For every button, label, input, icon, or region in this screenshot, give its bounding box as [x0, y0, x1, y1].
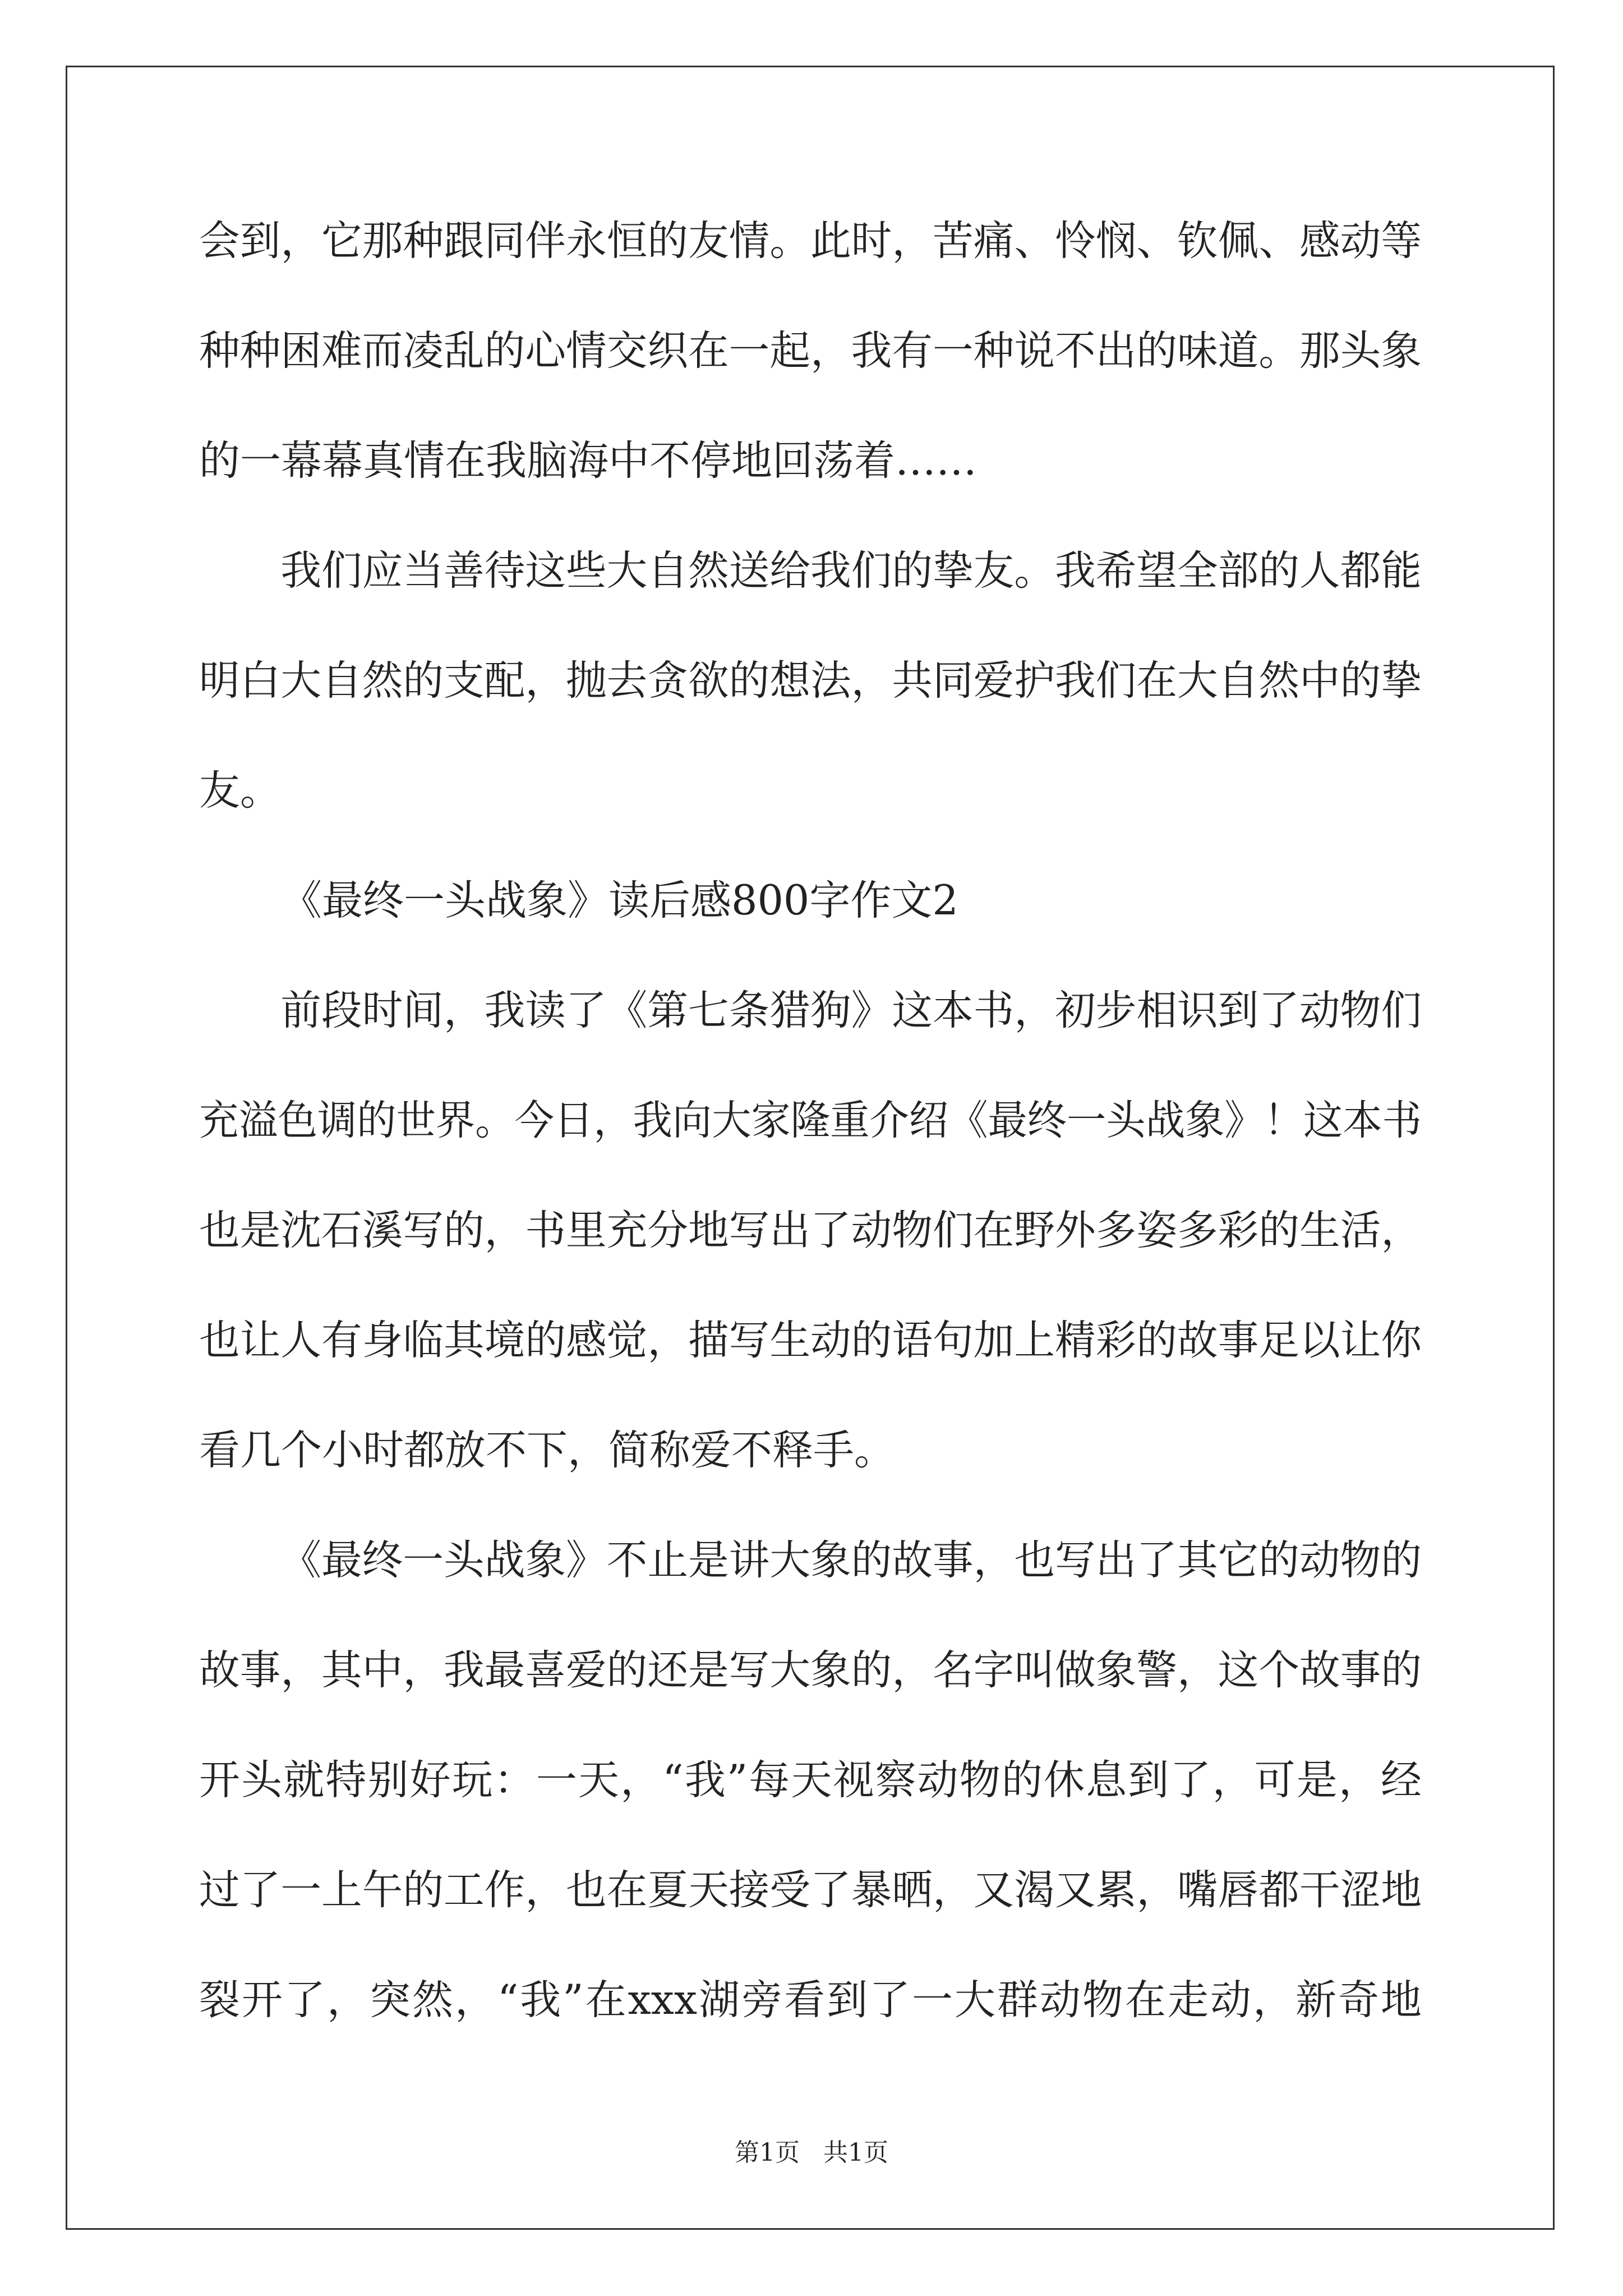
text-line: 明白大自然的支配，抛去贪欲的想法，共同爱护我们在大自然中的挚 — [199, 657, 1422, 705]
text-line: 开头就特别好玩：一天，“我”每天视察动物的休息到了，可是，经 — [199, 1756, 1422, 1804]
text-line: 故事，其中，我最喜爱的还是写大象的，名字叫做象警，这个故事的 — [199, 1646, 1422, 1694]
text-line: 也是沈石溪写的，书里充分地写出了动物们在野外多姿多彩的生活， — [199, 1207, 1422, 1254]
text-line: 充溢色调的世界。今日，我向大家隆重介绍《最终一头战象》！这本书 — [199, 1097, 1422, 1144]
paragraph-first-line: 前段时间，我读了《第七条猎狗》这本书，初步相识到了动物们 — [280, 987, 1422, 1034]
text-line: 也让人有身临其境的感觉，描写生动的语句加上精彩的故事足以让你 — [199, 1317, 1422, 1364]
paragraph-first-line: 《最终一头战象》不止是讲大象的故事，也写出了其它的动物的 — [280, 1536, 1422, 1584]
page-footer — [0, 2136, 1623, 2170]
page-number-current: 第1页 — [735, 2138, 800, 2167]
text-line: 过了一上午的工作，也在夏天接受了暴晒，又渴又累，嘴唇都干涩地 — [199, 1866, 1422, 1914]
text-line: 的一幕幕真情在我脑海中不停地回荡着…… — [199, 437, 977, 485]
footer-spacer — [800, 2138, 823, 2167]
section-heading: 《最终一头战象》读后感800字作文2 — [281, 877, 958, 924]
text-line: 友。 — [199, 767, 281, 815]
text-line: 看几个小时都放不下，简称爱不释手。 — [199, 1427, 895, 1474]
text-line: 裂开了，突然，“我”在xxx湖旁看到了一大群动物在走动，新奇地 — [199, 1976, 1422, 2024]
paragraph-first-line: 我们应当善待这些大自然送给我们的挚友。我希望全部的人都能 — [280, 547, 1422, 595]
text-line: 种种困难而凌乱的心情交织在一起，我有一种说不出的味道。那头象 — [199, 327, 1422, 375]
page-number-total: 共1页 — [823, 2138, 888, 2167]
text-line: 会到，它那种跟同伴永恒的友情。此时，苦痛、怜悯、钦佩、感动等 — [199, 217, 1422, 265]
